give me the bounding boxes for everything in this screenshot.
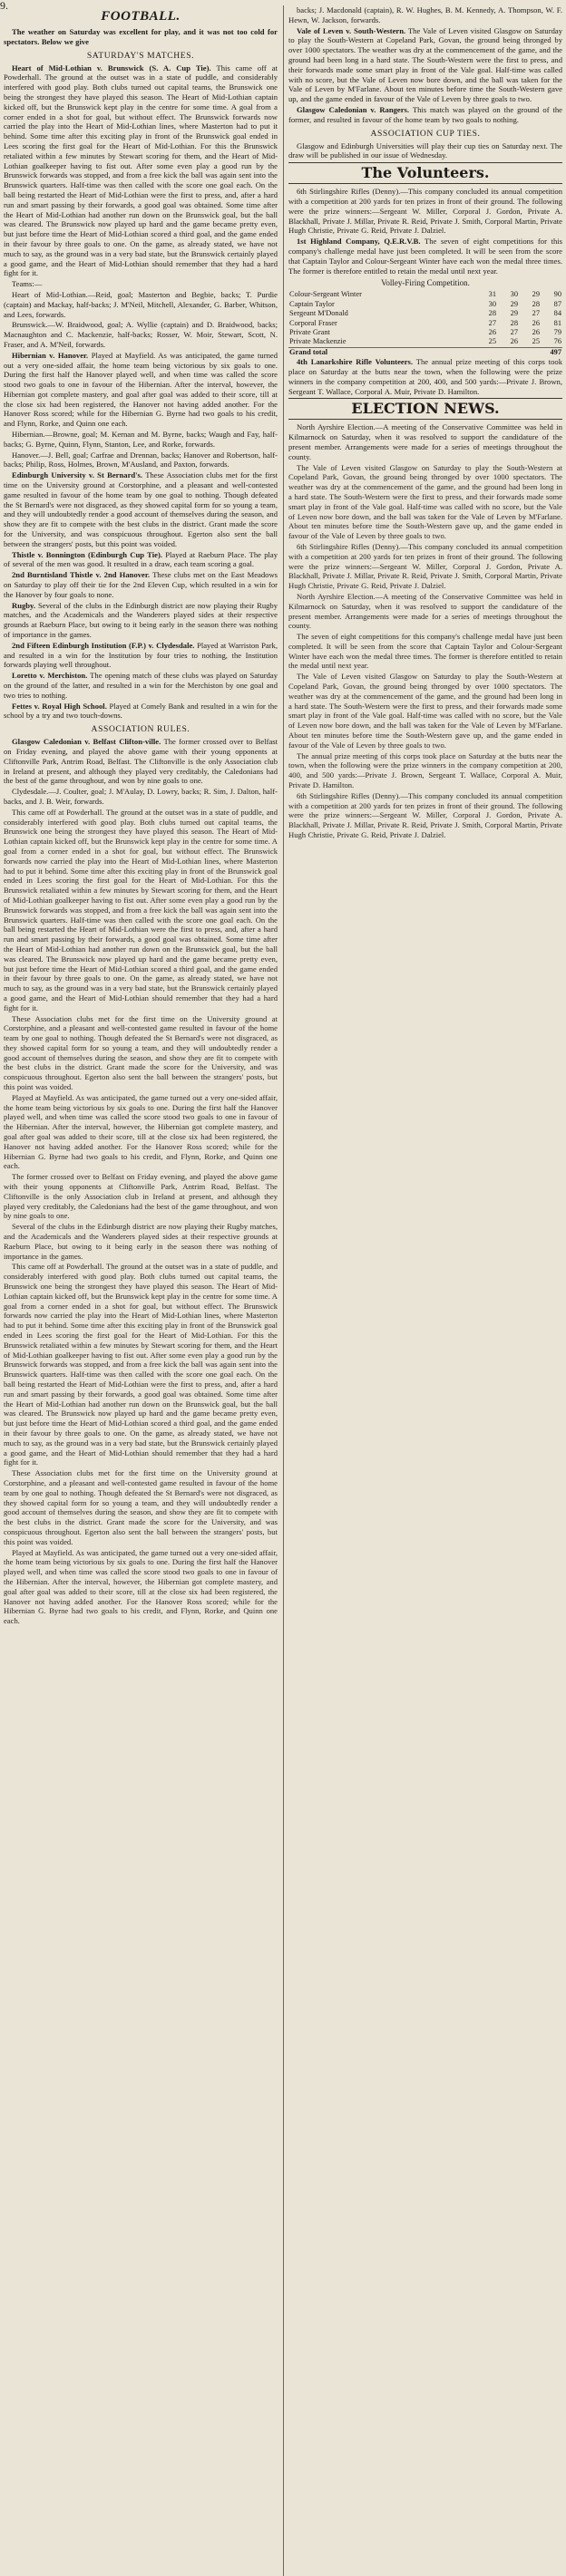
continued-team-list: backs; J. Macdonald (captain), R. W. Hughes, B. M. Kennedy, A. Thompson, W. F. Hewn, W. Jackson, forwards. — [288, 5, 562, 24]
score-value: 31 — [488, 290, 496, 299]
volunteers-paragraph — [288, 357, 562, 396]
column-continuation — [4, 808, 278, 1626]
match-paragraph — [4, 671, 278, 700]
teams-label: Teams:— — [12, 279, 43, 289]
saturdays-matches-heading: SATURDAY'S MATCHES. — [86, 50, 195, 61]
match-paragraph — [288, 26, 562, 104]
match-heading: Loretto v. Merchiston. — [12, 671, 88, 681]
match-text: Played at Mayfield. As was anticipated, the game turned out a very one-sided affair, the home team being victorious by six goals to one. During the first half the Hanover played well, and when time was called the score stood two goals to one in favour of the Hibernian. After the interval, however, the Hibernian got complete mastery, and goal after goal was added to their score, till at the close six had been registered, the Hanover not having added another. For the Hanover Ross scored; while for the Hibernian G. Byrne had two goals to his credit, and Flynn, Rorke, and Quinn one each. — [4, 350, 278, 429]
match-text: The former crossed over to Belfast on Friday evening, and played the above game with their young opponents at Cliftonville Park, Antrim Road, Belfast. The Cliftonville is the only Association club in Ireland at present, and although they played very creditably, the Caledonians had the best of the game throughout, and won by nine goals to one. — [4, 737, 278, 786]
score-value: 25 — [532, 337, 540, 346]
match-heading: Hibernian v. Hanover. — [12, 350, 89, 360]
score-total: 76 — [553, 337, 561, 346]
score-value: 30 — [488, 299, 496, 308]
football-intro: The weather on Saturday was excellent for play, and it was not too cold for spectators. Below we give — [4, 27, 278, 46]
match-text: Played at Raeburn Place. The play of several of the men was good. It resulted in a draw, each team scoring a goal. — [4, 549, 278, 569]
volunteers-subheading: 4th Lanarkshire Rifle Volunteers. — [297, 357, 414, 367]
match-heading: 2nd Fifteen Edinburgh Institution (F.P.) v. Clydesdale. — [12, 640, 195, 650]
match-text: The opening match of these clubs was played on Saturday on the ground of the latter, and resulted in a win for the Merchiston by one goal and two tries to nothing. — [4, 671, 278, 700]
score-name: Colour-Sergeant Winter — [289, 290, 362, 299]
columns — [4, 5, 562, 2576]
match-paragraph — [4, 470, 278, 548]
continuation-text: Several of the clubs in the Edinburgh district are now playing their Rugby matches, and the Academicals and the Wanderers played sides at their respective grounds at Raeburn Place, but owing to it being early in the season there was nothing of importance in the games. — [4, 1222, 278, 1261]
score-row — [288, 309, 562, 318]
match-text: These clubs met on the East Meadows on Saturday to play off their tie for the 2nd Eleven Cup, which resulted in a win for the Hanover by four goals to none. — [4, 570, 278, 599]
match-paragraph — [4, 601, 278, 640]
team-list: Heart of Mid-Lothian.—Reid, goal; Masterton and Begbie, backs; T. Purdie (captain) and Mackay, half-backs; J. M'Neil, Mitchell, Alexander, G. Barber, Whitson, and Lees, forwards. — [4, 289, 278, 319]
match-paragraph — [4, 351, 278, 429]
score-total: 81 — [553, 318, 561, 327]
column-continuation — [288, 463, 562, 840]
score-value: 27 — [488, 318, 496, 327]
match-text: These Association clubs met for the first time on the University ground at Corstorphine, and a pleasant and well-contested game resulted in favour of the home team by one goal to nothing. Though defeated the St Bernard's were not disgraced, as they showed capital form for so young a team, and they will undoubtedly render a good account of themselves during the season, and show they are fit to compete with the best clubs in the district. Grant made the score for the University, and was conspicuous throughout. Egerton also sent the ball between the strangers' posts, but this point was voided. — [4, 470, 278, 548]
score-row — [288, 328, 562, 337]
match-heading: Thistle v. Bonnington (Edinburgh Cup Tie). — [12, 549, 162, 559]
continuation-text: The annual prize meeting of this corps took place on Saturday at the butts near the town, when the following were the prize winners in the company competition at 200, 400, and 500 yards:—Private J. Brown, Sergeant T. Wallace, Corporal A. Muir, Private D. Hamilton. — [288, 751, 562, 790]
score-value: 28 — [488, 309, 496, 318]
continuation-text: Played at Mayfield. As was anticipated, the game turned out a very one-sided affair, the home team being victorious by six goals to one. During the first half the Hanover played well, and when time was called the score stood two goals to one in favour of the Hibernian. After the interval, however, the Hibernian got complete mastery, and goal after goal was added to their score, till at the close six had been registered, the Hanover not having added another. For the Hanover Ross scored; while for the Hibernian G. Byrne had two goals to his credit, and Flynn, Rorke, and Quinn one each. — [4, 1092, 278, 1171]
match-heading: Rugby. — [12, 600, 36, 610]
match-heading: Glasgow Caledonian v. Rangers. — [297, 104, 410, 114]
score-table-heading: Volley-Firing Competition. — [381, 278, 470, 288]
continuation-text: These Association clubs met for the first time on the University ground at Corstorphine, and a pleasant and well-contested game resulted in favour of the home team by one goal to nothing. Though defeated the St Bernard's were not disgraced, as they showed capital form for so young a team, and they will undoubtedly render a good account of themselves during the season, and show they are fit to compete with the best clubs in the district. Grant made the score for the University, and was conspicuous throughout. Egerton also sent the ball between the strangers' posts, but this point was voided. — [4, 1468, 278, 1546]
continuation-text: This came off at Powderhall. The ground at the outset was in a state of puddle, and considerably interfered with good play. Both clubs turned out capital teams, the Brunswick one being the strongest they have played this season. The Heart of Mid-Lothian captain kicked off, but the Brunswick kept play in the centre for some time. A goal from a corner ended in a shot for goal, but without effect. The Brunswick forwards now carried the play into the Heart of Mid-Lothian lines, where Masterton had to put it behind. Some time after this exciting play in front of the Brunswick goal ended in Lees scoring the first goal for the Heart of Mid-Lothian. For this the Brunswick retaliated within a few minutes by Stewart scoring for them, and the Heart of Mid-Lothian goalkeeper having to fist out. After some even play a good run by the Brunswick forwards was stopped, and from a free kick the ball was again sent into the Brunswick quarters. Half-time was then called with the score one goal each. On the ball being restarted the Heart of Mid-Lothian were the first to press, and, after a hard run and smart passing by their forwards, a good goal was obtained. Some time after the Heart of Mid-Lothian had another run down on the Brunswick goal, but the ball was cleared. The Brunswick now played up hard and the game became pretty even, but just before time the Heart of Mid-Lothian scored a third goal, and the game ended in their favour by three goals to one. On the game, as already stated, we have not much to say, as the ground was in a very bad state, but the Brunswick certainly played a good game, and the Heart of Mid-Lothian should remember that they had a hard fight for it. — [4, 1262, 278, 1467]
score-name: Private Mackenzie — [289, 337, 346, 346]
continuation-text: These Association clubs met for the first time on the University ground at Corstorphine, and a pleasant and well-contested game resulted in favour of the home team by one goal to nothing. Though defeated the St Bernard's were not disgraced, as they showed capital form for so young a team, and they will undoubtedly render a good account of themselves during the season, and show they are fit to compete with the best clubs in the district. Grant made the score for the University, and was conspicuous throughout. Egerton also sent the ball between the strangers' posts, but this point was voided. — [4, 1013, 278, 1092]
score-total-label: Grand total — [288, 347, 475, 357]
association-cup-ties-heading: ASSOCIATION CUP TIES. — [370, 128, 481, 139]
match-paragraph — [288, 105, 562, 125]
continuation-text: This came off at Powderhall. The ground at the outset was in a state of puddle, and considerably interfered with good play. Both clubs turned out capital teams, the Brunswick one being the strongest they have played this season. The Heart of Mid-Lothian captain kicked off, but the Brunswick kept play in the centre for some time. A goal from a corner ended in a shot for goal, but without effect. The Brunswick forwards now carried the play into the Heart of Mid-Lothian lines, where Masterton had to put it behind. Some time after this exciting play in front of the Brunswick goal ended in Lees scoring the first goal for the Heart of Mid-Lothian. For this the Brunswick retaliated within a few minutes by Stewart scoring for them, and the Heart of Mid-Lothian goalkeeper having to fist out. After some even play a good run by the Brunswick forwards was stopped, and from a free kick the ball was again sent into the Brunswick quarters. Half-time was then called with the score one goal each. On the ball being restarted the Heart of Mid-Lothian were the first to press, and, after a hard run and smart passing by their forwards, a good goal was obtained. Some time after the Heart of Mid-Lothian had another run down on the Brunswick goal, but the ball was cleared. The Brunswick now played up hard and the game became pretty even, but just before time the Heart of Mid-Lothian scored a third goal, and the game ended in their favour by three goals to one. On the game, as already stated, we have not much to say, as the ground was in a very bad state, but the Brunswick certainly played a good game, and the Heart of Mid-Lothian should remember that they had a hard fight for it. — [4, 807, 278, 1012]
score-name: Captain Taylor — [289, 299, 335, 308]
football-section-title: FOOTBALL. — [101, 9, 181, 24]
volunteers-intro: 6th Stirlingshire Rifles (Denny).—This company concluded its annual competition with a competition at 200 yards for ten prizes in front of their ground. The following were the prize winners:—Sergeant W. Miller, Corporal J. Gordon, Private A. Blackhall, Private J. Millar, Private R. Reid, Private J. Smith, Corporal Martin, Private Hugh Christie, Private G. Reid, Private J. Dalziel. — [288, 187, 562, 236]
match-text: Played at Warriston Park, and resulted in a win for the Institution by four tries to nothing, the Institution forwards playing well throughout. — [4, 640, 278, 670]
continuation-text: The Vale of Leven visited Glasgow on Saturday to play the South-Western at Copeland Park, Govan, the ground being thronged by over 1000 spectators. The weather was dry at the commencement of the game, and the ground had been long in a hard state. The South-Western were the first to press, and their forwards made some smart play in front of the Vale goal. Half-time was called with no score, but the Vale of Leven now bore down, and the ball was taken for the Vale of Leven by M'Farlane. About ten minutes before time the South-Western gave up, and the game ended in favour of the Vale of Leven by three goals to two. — [288, 672, 562, 750]
score-name: Corporal Fraser — [289, 318, 337, 327]
match-text: This match was played on the ground of the former, and resulted in favour of the home team by two goals to nothing. — [288, 104, 562, 124]
association-rules-heading: ASSOCIATION RULES. — [91, 724, 190, 735]
continuation-text: The former crossed over to Belfast on Friday evening, and played the above game with their young opponents at Cliftonville Park, Antrim Road, Belfast. The Cliftonville is the only Association club in Ireland at present, and although they played very creditably, the Caledonians had the best of the game throughout, and won by nine goals to one. — [4, 1172, 278, 1221]
match-text: Several of the clubs in the Edinburgh district are now playing their Rugby matches, and the Academicals and the Wanderers played sides at their respective grounds at Raeburn Place, but owing to it being early in the season there was nothing of importance in the games. — [4, 600, 278, 640]
score-value: 28 — [532, 299, 540, 308]
score-value: 29 — [532, 290, 540, 299]
match-paragraph — [4, 570, 278, 599]
match-paragraph — [4, 550, 278, 570]
election-text: North Ayrshire Election.—A meeting of the Conservative Committee was held in Kilmarnock on Saturday, when it was resolved to support the candidature of the present member. Arrangements were made for a series of meetings throughout the county. — [288, 422, 562, 461]
match-heading: Fettes v. Royal High School. — [12, 701, 107, 711]
match-heading: Glasgow Caledonian v. Belfast Clifton-ville. — [12, 737, 161, 747]
column-left — [4, 5, 278, 2576]
match-heading: Vale of Leven v. South-Western. — [297, 25, 406, 35]
notice-text: Glasgow and Edinburgh Universities will play their cup ties on Saturday next. The draw will be published in our issue of Wednesday. — [288, 140, 562, 160]
score-name: Private Grant — [289, 327, 330, 336]
score-row — [288, 300, 562, 309]
team-list: Hibernian.—Browne, goal; M. Kernan and M. Byrne, backs; Waugh and Fay, half-backs; G. Byrne, Quinn, Flynn, Stanton, Lee, and Rorke, forwards. — [4, 430, 278, 449]
volunteers-text: The seven of eight competitions for this company's challenge medal have just been completed. It will be seen from the score that Captain Taylor and Colour-Sergeant Winter have each won the medal three times. The former is therefore entitled to retain the medal until next year. — [288, 237, 562, 276]
volunteers-text: The annual prize meeting of this corps took place on Saturday at the butts near the town, when the following were the prize winners in the company competition at 200, 400, and 500 yards:—Private J. Brown, Sergeant T. Wallace, Corporal A. Muir, Private D. Hamilton. — [288, 357, 562, 396]
score-total-value: 497 — [541, 347, 562, 357]
score-value: 29 — [510, 299, 518, 308]
score-value: 26 — [510, 337, 518, 346]
continuation-text: The seven of eight competitions for this company's challenge medal have just been completed. It will be seen from the score that Captain Taylor and Colour-Sergeant Winter have each won the medal three times. The former is therefore entitled to retain the medal until next year. — [288, 632, 562, 671]
match-paragraph — [4, 737, 278, 786]
score-value: 27 — [510, 327, 518, 336]
score-value: 27 — [532, 309, 540, 318]
score-value: 26 — [488, 327, 496, 336]
election-news-heading: ELECTION NEWS. — [288, 398, 562, 420]
match-text: The Vale of Leven visited Glasgow on Saturday to play the South-Western at Copeland Park, Govan, the ground being thronged by over 1000 spectators. The weather was dry at the commencement of the game, and the ground had been long in a hard state. The South-Western were the first to press, and their forwards made some smart play in front of the Vale goal. Half-time was called with no score, but the Vale of Leven now bore down, and the ball was taken for the Vale of Leven by M'Farlane. About ten minutes before time the South-Western gave up, and the game ended in favour of the Vale of Leven by three goals to two. — [288, 25, 562, 104]
score-value: 26 — [532, 318, 540, 327]
team-list: Brunswick.—W. Braidwood, goal; A. Wyllie (captain) and D. Braidwood, backs; Macnaughton and C. Mackenzie, half-backs; Rosser, W. Moir, Stewart, Scott, N. Fraser, and A. M'Neil, forwards. — [4, 320, 278, 349]
continuation-text: North Ayrshire Election.—A meeting of the Conservative Committee was held in Kilmarnock on Saturday, when it was resolved to support the candidature of the present member. Arrangements were made for a series of meetings throughout the county. — [288, 591, 562, 631]
match-paragraph — [4, 63, 278, 279]
score-row — [288, 319, 562, 328]
score-value: 28 — [510, 318, 518, 327]
match-text: This came off at Powderhall. The ground at the outset was in a state of puddle, and considerably interfered with good play. Both clubs turned out capital teams, the Brunswick one being the strongest they have played this season. The Heart of Mid-Lothian captain kicked off, but the Brunswick kept play in the centre for some time. A goal from a corner ended in a shot for goal, but without effect. The Brunswick forwards now carried the play into the Heart of Mid-Lothian lines, where Masterton had to put it behind. Some time after this exciting play in front of the Brunswick goal ended in Lees scoring the first goal for the Heart of Mid-Lothian. For this the Brunswick retaliated within a few minutes by Stewart scoring for them, and the Heart of Mid-Lothian goalkeeper having to fist out. After some even play a good run by the Brunswick forwards was stopped, and from a free kick the ball was again sent into the Brunswick quarters. Half-time was then called with the score one goal each. On the ball being restarted the Heart of Mid-Lothian were the first to press, and, after a hard run and smart passing by their forwards, a good goal was obtained. Some time after the Heart of Mid-Lothian had another run down on the Brunswick goal, but the ball was cleared. The Brunswick now played up hard and the game became pretty even, but just before time the Heart of Mid-Lothian scored a third goal, and the game ended in their favour by three goals to one. On the game, as already stated, we have not much to say, as the ground was in a very bad state, but the Brunswick certainly played a good game, and the Heart of Mid-Lothian should remember that they had a hard fight for it. — [4, 63, 278, 278]
volunteers-heading: The Volunteers. — [288, 162, 562, 184]
score-row — [288, 337, 562, 347]
score-value: 25 — [488, 337, 496, 346]
continuation-text: Played at Mayfield. As was anticipated, the game turned out a very one-sided affair, the home team being victorious by six goals to one. During the first half the Hanover played well, and when time was called the score stood two goals to one in favour of the Hibernian. After the interval, however, the Hibernian got complete mastery, and goal after goal was added to their score, till at the close six had been registered, the Hanover not having added another. For the Hanover Ross scored; while for the Hibernian G. Byrne had two goals to his credit, and Flynn, Rorke, and Quinn one each. — [4, 1547, 278, 1626]
score-total: 87 — [553, 299, 561, 308]
score-table — [288, 290, 562, 357]
score-value: 26 — [532, 327, 540, 336]
score-value: 30 — [510, 290, 518, 299]
match-heading: Heart of Mid-Lothian v. Brunswick (S. A. Cup Tie). — [12, 63, 211, 73]
team-list: Hanover.—J. Bell, goal; Carfrae and Drennan, backs; Hanover and Robertson, half-backs; Philip, Ross, Holmes, Brown, M'Ausland, and Paxton, forwards. — [4, 450, 278, 470]
match-text: Played at Comely Bank and resulted in a win for the school by a try and two touch-downs. — [4, 701, 278, 721]
continuation-text: 6th Stirlingshire Rifles (Denny).—This company concluded its annual competition with a competition at 200 yards for ten prizes in front of their ground. The following were the prize winners:—Sergeant W. Miller, Corporal J. Gordon, Private A. Blackhall, Private J. Millar, Private R. Reid, Private J. Smith, Corporal Martin, Private Hugh Christie, Private G. Reid, Private J. Dalziel. — [288, 790, 562, 840]
score-table-body — [288, 290, 562, 347]
match-heading: 2nd Burntisland Thistle v. 2nd Hanover. — [12, 570, 151, 580]
column-right — [283, 5, 562, 2576]
page-edge-mark: 9. — [0, 0, 8, 12]
volunteers-paragraph — [288, 237, 562, 276]
match-paragraph — [4, 641, 278, 670]
match-paragraph — [4, 702, 278, 721]
score-value: 29 — [510, 309, 518, 318]
continuation-text: The Vale of Leven visited Glasgow on Saturday to play the South-Western at Copeland Park, Govan, the ground being thronged by over 1000 spectators. The weather was dry at the commencement of the game, and the ground had been long in a hard state. The South-Western were the first to press, and their forwards made some smart play in front of the Vale goal. Half-time was called with no score, but the Vale of Leven now bore down, and the ball was taken for the Vale of Leven by M'Farlane. About ten minutes before time the South-Western gave up, and the game ended in favour of the Vale of Leven by three goals to two. — [288, 462, 562, 541]
volunteers-subheading: 1st Highland Company, Q.E.R.V.B. — [297, 237, 421, 247]
continuation-text: 6th Stirlingshire Rifles (Denny).—This company concluded its annual competition with a competition at 200 yards for ten prizes in front of their ground. The following were the prize winners:—Sergeant W. Miller, Corporal J. Gordon, Private A. Blackhall, Private J. Millar, Private R. Reid, Private J. Smith, Corporal Martin, Private Hugh Christie, Private G. Reid, Private J. Dalziel. — [288, 541, 562, 591]
score-total: 79 — [553, 327, 561, 336]
team-list: Clydesdale.—J. Coulter, goal; J. M'Aulay, D. Lowry, backs; R. Sim, J. Dalton, half-backs, and J. B. Weir, forwards. — [4, 787, 278, 806]
score-total: 90 — [553, 290, 561, 299]
score-row — [288, 290, 562, 299]
score-total: 84 — [553, 309, 561, 318]
score-name: Sergeant M'Donald — [289, 309, 348, 318]
score-total-row — [288, 347, 562, 357]
match-heading: Edinburgh University v. St Bernard's. — [12, 470, 143, 480]
